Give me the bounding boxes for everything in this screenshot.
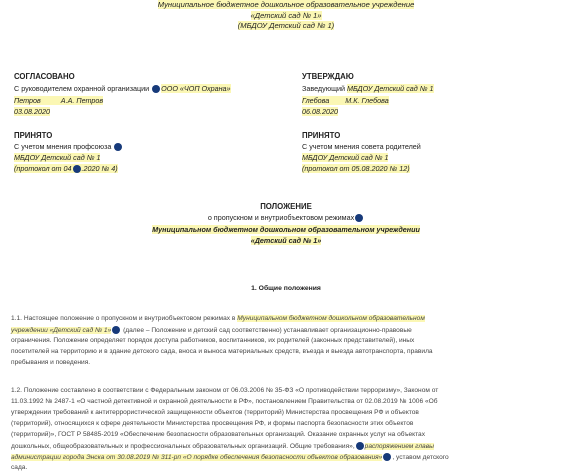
agreed-line-1	[14, 84, 231, 93]
p1-highlight: учреждении «Детский сад № 1»	[11, 326, 112, 334]
org-line-1: Муниципальное бюджетное дошкольное образовательное учреждение	[157, 0, 415, 9]
p1-line-3: ограничения. Положение определяет порядок доступа работников, воспитанников, их родителей (законных представителей), иных	[11, 337, 415, 344]
accepted-union-org: МБДОУ Детский сад № 1	[14, 153, 101, 162]
agreed-prefix: С руководителем охранной организации	[14, 84, 150, 93]
comment-marker-icon[interactable]	[114, 143, 122, 151]
p1-line-1	[11, 315, 425, 322]
p1-text: (далее – Положение и детский сад соответственно) устанавливает организационно-правовые	[121, 326, 412, 334]
doc-org-text-2: «Детский сад № 1»	[250, 236, 322, 245]
approved-signature	[302, 96, 389, 105]
doc-title: ПОЛОЖЕНИЕ	[260, 202, 312, 211]
accepted-parents-protocol: (протокол от 05.08.2020 № 12)	[302, 164, 410, 173]
p2-text: , уставом детского	[392, 453, 449, 461]
p1-highlight: Муниципальном бюджетном дошкольном образовательном	[237, 315, 425, 322]
p2-line-5: (территорий)», ГОСТ Р 58485-2019 «Обеспечение безопасности образовательных организаций. Оказание охранных услуг на объектах	[11, 431, 426, 438]
section-heading: 1. Общие положения	[251, 285, 321, 292]
comment-marker-icon[interactable]	[112, 326, 120, 334]
accepted-union-line-1	[14, 142, 123, 151]
p2-text: дошкольных, общеобразовательных и профессиональных образовательных организаций. Общие требования»,	[11, 442, 355, 450]
protocol-part-b: .2020 № 4)	[81, 164, 118, 173]
approved-full-name: М.К. Глебова	[345, 96, 389, 105]
comment-marker-icon[interactable]	[152, 85, 160, 93]
p1-line-5: пребывания и поведения.	[11, 359, 91, 366]
comment-marker-icon[interactable]	[73, 165, 81, 173]
doc-org-line-2	[0, 236, 572, 245]
agreed-full-name: А.А. Петров	[60, 96, 104, 105]
p2-line-2: 11.03.1992 № 2487-1 «О частной детективной и охранной деятельности в РФ», постановлением Правительства от 02.08.2019 № 1006 «Об	[11, 398, 438, 405]
agreed-date: 03.08.2020	[14, 107, 50, 116]
accepted-parents-org: МБДОУ Детский сад № 1	[302, 153, 389, 162]
approved-prefix: Заведующий	[302, 84, 346, 93]
doc-subtitle-text: о пропускном и внутриобъектовом режимах	[207, 213, 355, 222]
agreed-signature	[14, 96, 103, 105]
org-line-3: (МБДОУ Детский сад № 1)	[237, 21, 335, 30]
approved-org: МБДОУ Детский сад № 1	[347, 84, 434, 93]
accepted-parents-title: ПРИНЯТО	[302, 131, 341, 140]
accepted-union-protocol	[14, 164, 118, 173]
p1-line-4: посетителей на территорию и в здание детского сада, вноса и выноса материальных средств, въезда и выезда автотранспорта, правила	[11, 348, 433, 355]
org-line-2: «Детский сад № 1»	[250, 10, 322, 20]
agreed-title: СОГЛАСОВАНО	[14, 72, 75, 81]
p2-highlight: распоряжением главы	[364, 442, 434, 450]
accepted-parents-line-1: С учетом мнения совета родителей	[302, 142, 421, 151]
p2-line-3: утверждении требований к антитеррористической защищенности объектов (территорий) Министерства просвещения РФ и объектов	[11, 409, 419, 416]
doc-subtitle	[0, 213, 572, 222]
doc-org-text-1: Муниципальном бюджетном дошкольном образовательном учреждении	[152, 225, 420, 234]
approved-sign-name: Глебова	[302, 96, 330, 105]
approved-line-1	[302, 84, 434, 93]
p2-line-8: сада.	[11, 464, 28, 471]
accepted-union-title: ПРИНЯТО	[14, 131, 53, 140]
approved-title: УТВЕРЖДАЮ	[302, 72, 354, 81]
protocol-part-a: (протокол от 04	[14, 164, 72, 173]
comment-marker-icon[interactable]	[356, 442, 364, 450]
org-header	[0, 0, 572, 32]
doc-org-line-1	[0, 225, 572, 234]
p2-highlight: администрации города Энска от 30.08.2019 № 311-рп «О порядке обеспечения безопасности объектов образования»	[11, 453, 383, 461]
comment-marker-icon[interactable]	[355, 214, 363, 222]
accepted-union-text: С учетом мнения профсоюза	[14, 142, 112, 151]
approved-date: 06.08.2020	[302, 107, 338, 116]
p2-line-1: 1.2. Положение составлено в соответствии с Федеральным законом от 06.03.2006 № 35-ФЗ «О противодействии терроризму», Законом от	[11, 387, 439, 394]
p2-line-4: (территорий), относящихся к сфере деятельности Министерства просвещения РФ, и формы паспорта безопасности этих объектов	[11, 420, 414, 427]
agreed-sign-name: Петров	[14, 96, 41, 105]
p1-line-2	[11, 326, 412, 334]
agreed-org: ООО «ЧОП Охрана»	[161, 84, 231, 93]
p1-text: 1.1. Настоящее положение о пропускном и внутриобъектовом режимах в	[11, 315, 238, 322]
p2-line-7	[11, 453, 449, 461]
comment-marker-icon[interactable]	[383, 453, 391, 461]
p2-line-6	[11, 442, 434, 450]
